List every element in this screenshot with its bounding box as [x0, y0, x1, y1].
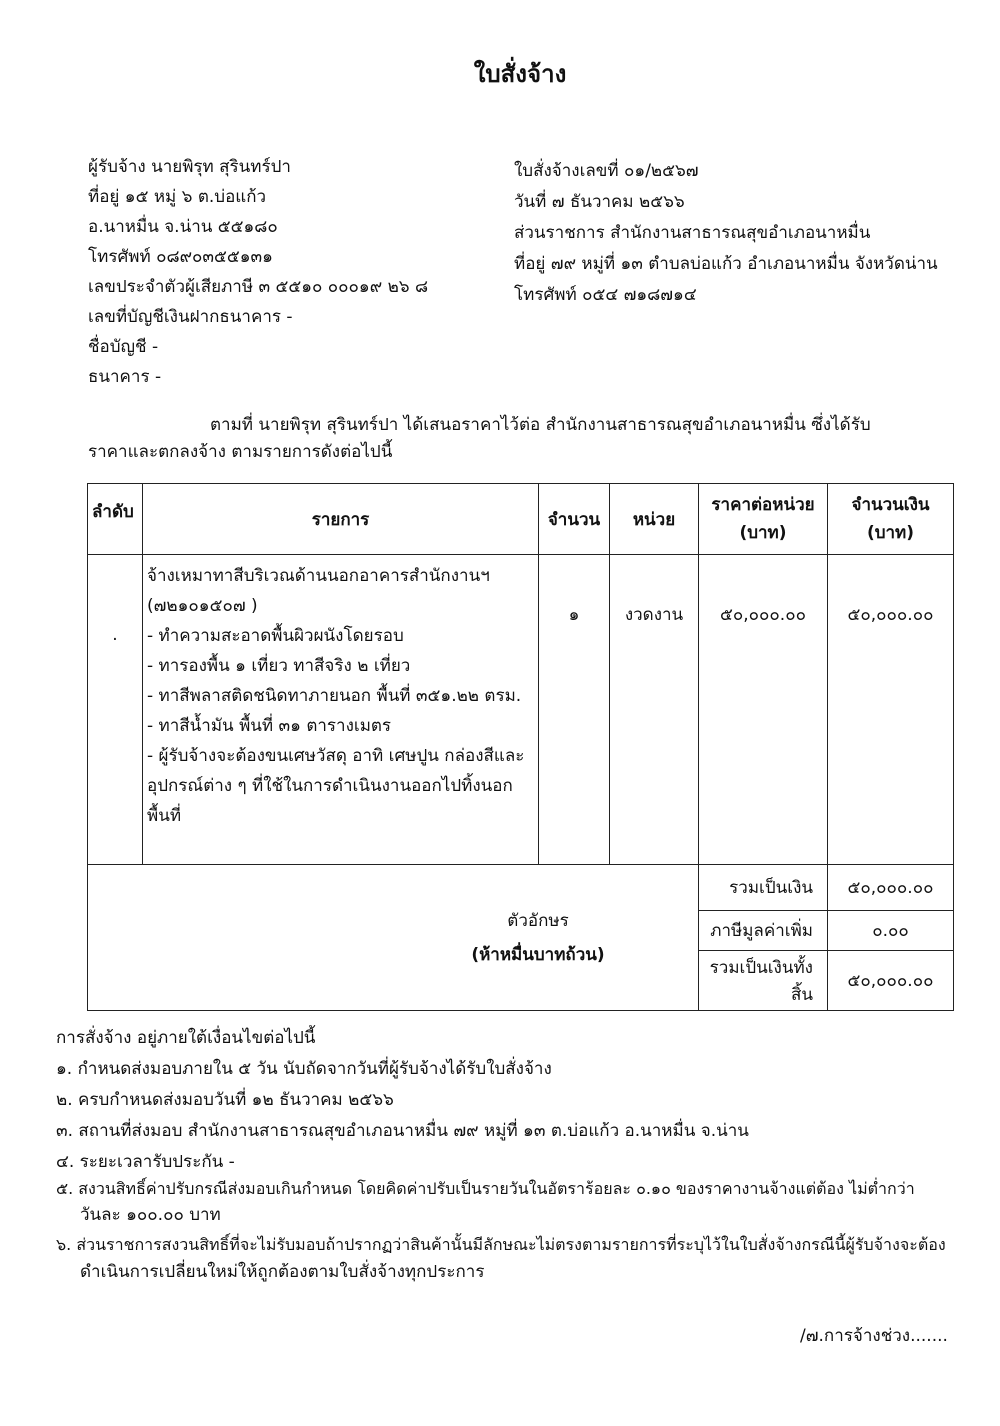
row-no: .: [88, 555, 143, 865]
desc-line: - ทารองพื้น ๑ เที่ยว ทาสีจริง ๒ เที่ยว: [147, 656, 411, 676]
header-item: รายการ: [143, 484, 539, 555]
condition-item: ๖. ส่วนราชการสงวนสิทธิ์ที่จะไม่รับมอบถ้าปรากฏว่าสินค้านั้นมีลักษณะไม่ตรงตามรายการที่ระบุไว้ในใบสั่งจ้างกรณีนี้ผู้รับจ้างจะต้อง: [56, 1235, 946, 1254]
order-date: วันที่ ๗ ธันวาคม ๒๕๖๖: [514, 192, 685, 212]
words-label: ตัวอักษร: [507, 910, 569, 931]
condition-item-continued: ดำเนินการเปลี่ยนใหม่ให้ถูกต้องตามใบสั่งจ้างทุกประการ: [80, 1262, 485, 1282]
header-qty: จำนวน: [539, 484, 610, 555]
row-qty: ๑: [539, 555, 610, 865]
row-description: [143, 555, 539, 865]
intro-line-1: ตามที่ นายพิรุท สุรินทร์ปา ได้เสนอราคาไว้ต่อ สำนักงานสาธารณสุขอำเภอนาหมื่น ซึ่งได้รับ: [210, 415, 871, 435]
condition-item: ๕. สงวนสิทธิ์ค่าปรับกรณีส่งมอบเกินกำหนด โดยคิดค่าปรับเป็นรายวันในอัตราร้อยละ ๐.๑๐ ของราคางานจ้างแต่ต้อง ไม่ต่ำกว่า: [56, 1179, 915, 1198]
header-no: ลำดับ: [88, 484, 143, 555]
order-number: ใบสั่งจ้างเลขที่ ๐๑/๒๕๖๗: [514, 161, 699, 181]
contractor-phone: โทรศัพท์ ๐๘๙๐๓๕๕๑๓๑: [88, 247, 273, 267]
order-agency-address: ที่อยู่ ๗๙ หมู่ที่ ๑๓ ตำบลบ่อแก้ว อำเภอนาหมื่น จังหวัดน่าน: [514, 254, 938, 274]
desc-line: พื้นที่: [147, 806, 182, 826]
contractor-name: ผู้รับจ้าง นายพิรุท สุรินทร์ปา: [88, 157, 291, 177]
condition-item: ๔. ระยะเวลารับประกัน -: [56, 1152, 235, 1172]
contractor-bank: ธนาคาร -: [88, 367, 162, 387]
table-row: [88, 555, 954, 865]
order-agency: ส่วนราชการ สำนักงานสาธารณสุขอำเภอนาหมื่น: [514, 223, 871, 243]
contractor-tax-id: เลขประจำตัวผู้เสียภาษี ๓ ๕๕๑๐ ๐๐๐๑๙ ๒๖ ๘: [88, 277, 429, 297]
desc-line: จ้างเหมาทาสีบริเวณด้านนอกอาคารสำนักงานฯ: [147, 566, 490, 586]
desc-line: - ทาสีน้ำมัน พื้นที่ ๓๑ ตารางเมตร: [147, 716, 392, 736]
header-unit: หน่วย: [610, 484, 699, 555]
subtotal-label: รวมเป็นเงิน: [699, 865, 828, 911]
condition-item-continued: วันละ ๑๐๐.๐๐ บาท: [80, 1205, 221, 1225]
desc-line: - ทำความสะอาดพื้นผิวผนังโดยรอบ: [147, 626, 404, 646]
header-unit-price: [699, 484, 828, 555]
header-amount-line2: (บาท): [866, 523, 915, 543]
contractor-address-2: อ.นาหมื่น จ.น่าน ๕๕๑๘๐: [88, 217, 278, 237]
row-unit-price: ๕๐,๐๐๐.๐๐: [699, 555, 828, 865]
desc-line: - ทาสีพลาสติดชนิดทาภายนอก พื้นที่ ๓๕๑.๒๒ ตรม.: [147, 686, 522, 706]
amount-in-words: [88, 865, 699, 1011]
total-label: รวมเป็นเงินทั้งสิ้น: [699, 951, 828, 1011]
subtotal-value: ๕๐,๐๐๐.๐๐: [828, 865, 954, 911]
subtotal-row: [88, 865, 954, 911]
document-title: ใบสั่งจ้าง: [473, 60, 567, 88]
desc-line: (๗๒๑๐๑๕๐๗ ): [147, 596, 258, 616]
vat-value: ๐.๐๐: [828, 911, 954, 951]
intro-line-2: ราคาและตกลงจ้าง ตามรายการดังต่อไปนี้: [88, 442, 393, 462]
order-items-table: [87, 483, 954, 1011]
conditions-title: การสั่งจ้าง อยู่ภายใต้เงื่อนไขต่อไปนี้: [56, 1028, 316, 1048]
condition-item: ๓. สถานที่ส่งมอบ สำนักงานสาธารณสุขอำเภอนาหมื่น ๗๙ หมู่ที่ ๑๓ ต.บ่อแก้ว อ.นาหมื่น จ.น่าน: [56, 1121, 749, 1141]
contractor-address-1: ที่อยู่ ๑๕ หมู่ ๖ ต.บ่อแก้ว: [88, 187, 267, 207]
condition-item: ๒. ครบกำหนดส่งมอบวันที่ ๑๒ ธันวาคม ๒๕๖๖: [56, 1090, 394, 1110]
contractor-account-name: ชื่อบัญชี -: [88, 337, 159, 357]
header-unit-price-line2: (บาท): [739, 523, 787, 543]
continuation-note: /๗.การจ้างช่วง.......: [800, 1326, 948, 1346]
order-agency-phone: โทรศัพท์ ๐๕๔ ๗๑๘๗๑๔: [514, 285, 697, 305]
words-value: (ห้าหมื่นบาทถ้วน): [471, 944, 605, 965]
row-amount: ๕๐,๐๐๐.๐๐: [828, 555, 954, 865]
header-unit-price-line1: ราคาต่อหน่วย: [711, 495, 815, 515]
header-amount-line1: จำนวนเงิน: [851, 495, 930, 515]
row-unit: งวดงาน: [610, 555, 699, 865]
contractor-bank-account: เลขที่บัญชีเงินฝากธนาคาร -: [88, 307, 293, 327]
desc-line: - ผู้รับจ้างจะต้องขนเศษวัสดุ อาทิ เศษปูน กล่องสีและ: [147, 746, 525, 766]
total-value: ๕๐,๐๐๐.๐๐: [828, 951, 954, 1011]
desc-line: อุปกรณ์ต่าง ๆ ที่ใช้ในการดำเนินงานออกไปทิ้งนอก: [147, 776, 513, 796]
condition-item: ๑. กำหนดส่งมอบภายใน ๕ วัน นับถัดจากวันที่ผู้รับจ้างได้รับใบสั่งจ้าง: [56, 1059, 552, 1079]
table-header-row: [88, 484, 954, 555]
header-amount: [828, 484, 954, 555]
vat-label: ภาษีมูลค่าเพิ่ม: [699, 911, 828, 951]
